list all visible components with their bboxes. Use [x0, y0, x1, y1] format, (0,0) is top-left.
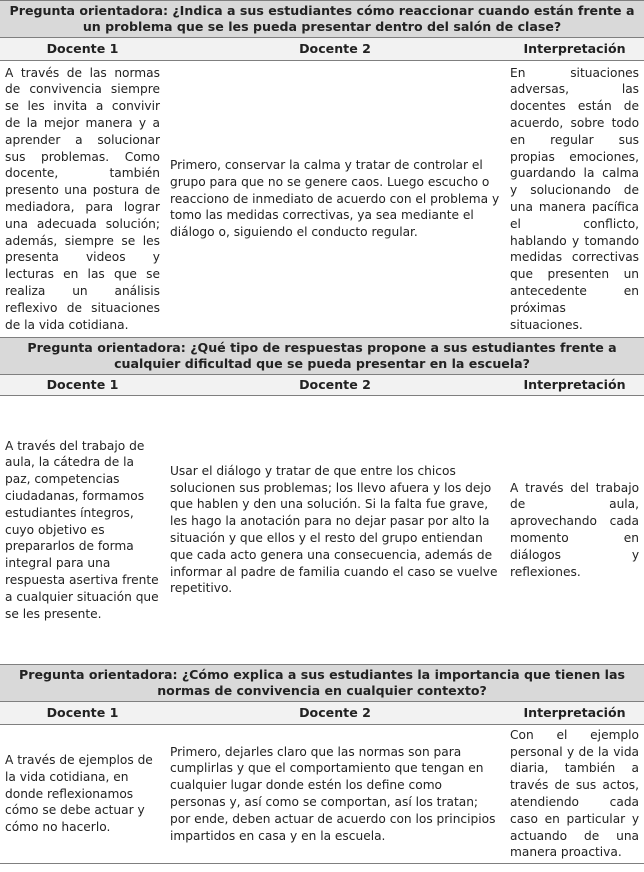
interpretation-text: Con el ejemplo personal y de la vida diaria, también a través de sus actos, atendiendo cada caso en particular y actuando de una manera proactiva.	[505, 725, 644, 864]
guiding-question: Pregunta orientadora: ¿Qué tipo de respuestas propone a sus estudiantes frente a cualquier dificultad que se pueda presentar en la escuela?	[0, 338, 644, 375]
interpretation-text: A través del trabajo de aula, aprovechando cada momento en diálogos y reflexiones.	[505, 396, 644, 665]
interpretation-text: En situaciones adversas, las docentes están de acuerdo, sobre todo en regular sus propias emociones, guardando la calma y solucionando de una manera pacífica el conflicto, hablando y tomando medidas correctivas que presenten un antecedente en próximas situaciones.	[505, 61, 644, 338]
guiding-question: Pregunta orientadora: ¿Indica a sus estudiantes cómo reaccionar cuando están frente a un problema que se les pueda presentar dentro del salón de clase?	[0, 1, 644, 38]
header-row	[0, 375, 644, 396]
header-docente-1: Docente 1	[0, 702, 165, 725]
header-interpretacion: Interpretación	[505, 38, 644, 61]
docente-1-answer: A través de ejemplos de la vida cotidiana, en donde reflexionamos cómo se debe actuar y cómo no hacerlo.	[0, 725, 165, 864]
docente-2-answer: Primero, conservar la calma y tratar de controlar el grupo para que no se genere caos. Luego escucho o reacciono de inmediato de acuerdo con el problema y tomo las medidas correctivas, ya sea mediante el diálogo o, siguiendo el conducto regular.	[165, 61, 505, 338]
header-interpretacion: Interpretación	[505, 375, 644, 396]
table-row	[0, 396, 644, 665]
table-row	[0, 725, 644, 864]
docente-1-answer: A través del trabajo de aula, la cátedra de la paz, competencias ciudadanas, formamos estudiantes íntegros, cuyo objetivo es prepararlos de forma integral para una respuesta asertiva frente a cualquier situación que se les presente.	[0, 396, 165, 665]
header-row	[0, 38, 644, 61]
question-row	[0, 1, 644, 38]
docente-1-answer: A través de las normas de convivencia siempre se les invita a convivir de la mejor manera y a aprender a solucionar sus problemas. Como docente, también presento una postura de mediadora, para lograr una adecuada solución; además, siempre se les presenta videos y lecturas en las que se realiza un análisis reflexivo de situaciones de la vida cotidiana.	[0, 61, 165, 338]
header-docente-1: Docente 1	[0, 38, 165, 61]
header-docente-1: Docente 1	[0, 375, 165, 396]
table-row	[0, 61, 644, 338]
docente-2-answer: Usar el diálogo y tratar de que entre los chicos solucionen sus problemas; los llevo afuera y los dejo que hablen y den una solución. Si la falta fue grave, les hago la anotación para no dejar pasar por alto la situación y que ellos y el resto del grupo entiendan que cada acto genera una consecuencia, además de informar al padre de familia cuando el caso se vuelve repetitivo.	[165, 396, 505, 665]
header-docente-2: Docente 2	[165, 375, 505, 396]
question-row	[0, 338, 644, 375]
header-docente-2: Docente 2	[165, 702, 505, 725]
header-row	[0, 702, 644, 725]
header-docente-2: Docente 2	[165, 38, 505, 61]
question-row	[0, 665, 644, 702]
docente-2-answer: Primero, dejarles claro que las normas son para cumplirlas y que el comportamiento que tengan en cualquier lugar donde estén los define como personas y, así como se comportan, así los tratan; por ende, deben actuar de acuerdo con los principios impartidos en casa y en la escuela.	[165, 725, 505, 864]
header-interpretacion: Interpretación	[505, 702, 644, 725]
guiding-question: Pregunta orientadora: ¿Cómo explica a sus estudiantes la importancia que tienen las normas de convivencia en cualquier contexto?	[0, 665, 644, 702]
